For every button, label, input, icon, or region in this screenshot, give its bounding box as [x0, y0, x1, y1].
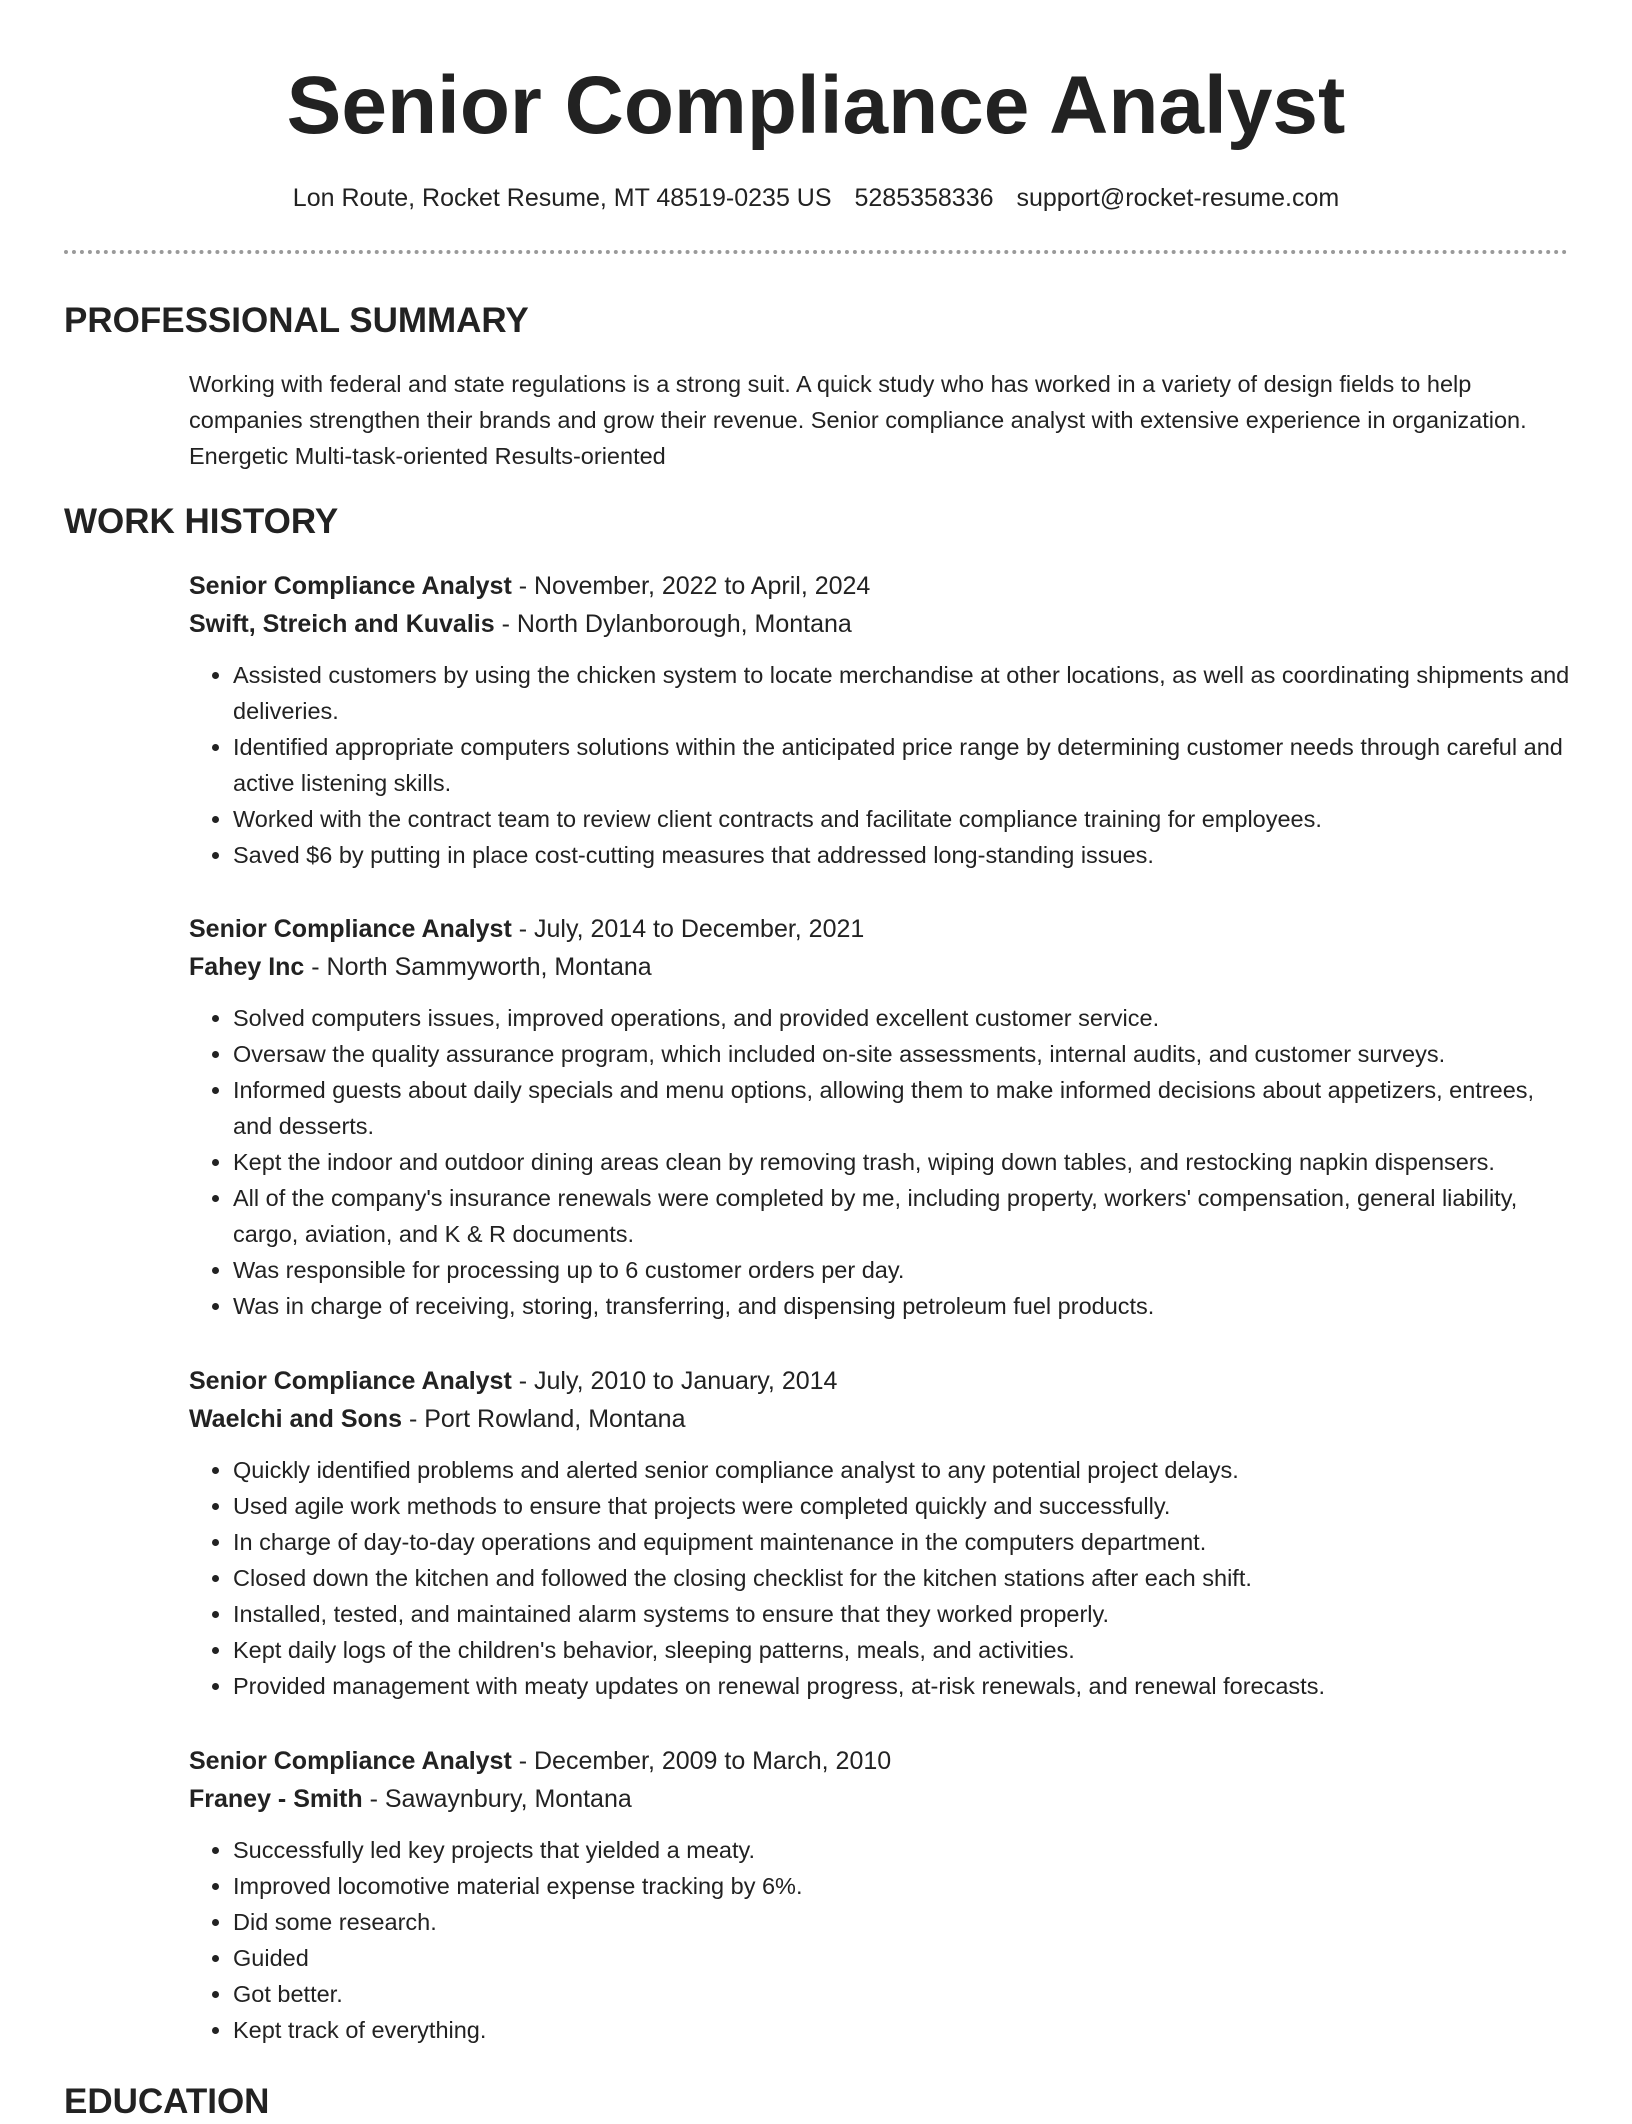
bullet-item: • Assisted customers by using the chicken system to locate merchandise at other locations, as well as coordinating shipments and deliveries. [233, 657, 1579, 729]
job-dates: - July, 2010 to January, 2014 [511, 1367, 838, 1395]
bullet-item: • Was responsible for processing up to 6 customer orders per day. [233, 1252, 1579, 1288]
bullet-item: • Kept track of everything. [233, 2012, 1579, 2048]
summary-text: Working with federal and state regulations is a strong suit. A quick study who has worked in a variety of design fields to help companies strengthen their brands and grow their revenue. Senior compliance analyst with extensive experience in organization. Energetic Multi-task-oriented Results-oriented [189, 371, 1527, 469]
job-title: Senior Compliance Analyst [189, 572, 512, 600]
job-location: - Port Rowland, Montana [402, 1405, 686, 1433]
job-company-line [189, 1780, 1579, 1818]
contact-address: Lon Route, Rocket Resume, MT 48519-0235 US [292, 184, 832, 212]
job-entry [189, 1362, 1579, 1704]
job-title-line [189, 910, 1579, 948]
job-location: - North Sammyworth, Montana [304, 953, 652, 981]
job-title-line [189, 1362, 1579, 1400]
bullet-item: • Improved locomotive material expense tracking by 6%. [233, 1868, 1579, 1904]
bullet-item: • Kept daily logs of the children's behavior, sleeping patterns, meals, and activities. [233, 1632, 1579, 1668]
job-location: - North Dylanborough, Montana [494, 610, 852, 638]
bullet-item: • Closed down the kitchen and followed the closing checklist for the kitchen stations after each shift. [233, 1560, 1579, 1596]
bullet-item: • Guided [233, 1940, 1579, 1976]
job-bullets [189, 1452, 1579, 1704]
job-bullets [189, 1000, 1579, 1324]
job-dates: - July, 2014 to December, 2021 [511, 915, 865, 943]
education-heading: EDUCATION [64, 2082, 270, 2121]
bullet-item: • Used agile work methods to ensure that projects were completed quickly and successfully. [233, 1488, 1579, 1524]
header-divider [64, 250, 1568, 254]
work-history-heading: WORK HISTORY [64, 502, 339, 541]
job-title-line [189, 1742, 1579, 1780]
bullet-item: • Did some research. [233, 1904, 1579, 1940]
resume-title: Senior Compliance Analyst [286, 60, 1346, 151]
bullet-item: • Solved computers issues, improved operations, and provided excellent customer service. [233, 1000, 1579, 1036]
bullet-item: • Oversaw the quality assurance program, which included on-site assessments, internal audits, and customer surveys. [233, 1036, 1579, 1072]
bullet-item: • Informed guests about daily specials and menu options, allowing them to make informed decisions about appetizers, entrees, and desserts. [233, 1072, 1579, 1144]
summary-heading: PROFESSIONAL SUMMARY [64, 301, 529, 340]
job-company-line [189, 605, 1579, 643]
bullet-item: • Identified appropriate computers solutions within the anticipated price range by determining customer needs through careful and active listening skills. [233, 729, 1579, 801]
job-entry [189, 910, 1579, 1324]
job-dates: - November, 2022 to April, 2024 [511, 572, 871, 600]
job-entry [189, 1742, 1579, 2048]
job-entry [189, 567, 1579, 873]
bullet-item: • Successfully led key projects that yielded a meaty. [233, 1832, 1579, 1868]
bullet-item: • All of the company's insurance renewals were completed by me, including property, workers' compensation, general liability, cargo, aviation, and K & R documents. [233, 1180, 1579, 1252]
job-company: Franey - Smith [189, 1785, 363, 1813]
job-bullets [189, 657, 1579, 873]
bullet-item: • Quickly identified problems and alerted senior compliance analyst to any potential project delays. [233, 1452, 1579, 1488]
bullet-item: • Got better. [233, 1976, 1579, 2012]
job-title-line [189, 567, 1579, 605]
job-company-line [189, 1400, 1579, 1438]
job-company-line [189, 948, 1579, 986]
contact-email: support@rocket-resume.com [1016, 184, 1340, 212]
job-company: Swift, Streich and Kuvalis [189, 610, 495, 638]
bullet-item: • Provided management with meaty updates on renewal progress, at-risk renewals, and renewal forecasts. [233, 1668, 1579, 1704]
job-title: Senior Compliance Analyst [189, 915, 512, 943]
job-title: Senior Compliance Analyst [189, 1367, 512, 1395]
bullet-item: • Kept the indoor and outdoor dining areas clean by removing trash, wiping down tables, and restocking napkin dispensers. [233, 1144, 1579, 1180]
job-company: Waelchi and Sons [189, 1405, 403, 1433]
job-dates: - December, 2009 to March, 2010 [511, 1747, 892, 1775]
bullet-item: • Worked with the contract team to review client contracts and facilitate compliance training for employees. [233, 801, 1579, 837]
job-title: Senior Compliance Analyst [189, 1747, 512, 1775]
job-location: - Sawaynbury, Montana [362, 1785, 632, 1813]
contact-line [0, 180, 1632, 216]
contact-phone: 5285358336 [854, 184, 994, 212]
bullet-item: • In charge of day-to-day operations and equipment maintenance in the computers department. [233, 1524, 1579, 1560]
bullet-item: • Saved $6 by putting in place cost-cutting measures that addressed long-standing issues. [233, 837, 1579, 873]
job-company: Fahey Inc [189, 953, 305, 981]
job-bullets [189, 1832, 1579, 2048]
bullet-item: • Installed, tested, and maintained alarm systems to ensure that they worked properly. [233, 1596, 1579, 1632]
bullet-item: • Was in charge of receiving, storing, transferring, and dispensing petroleum fuel products. [233, 1288, 1579, 1324]
